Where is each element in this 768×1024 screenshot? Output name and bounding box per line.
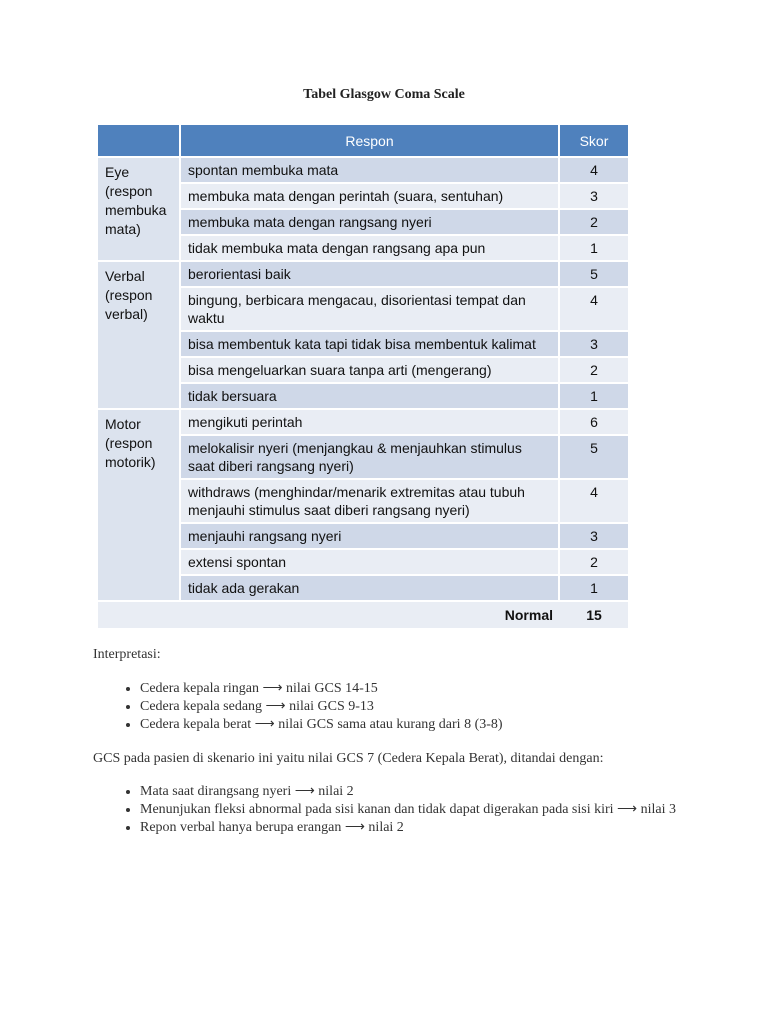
table-header-row: [98, 125, 628, 156]
category-verbal: Verbal (respon verbal): [98, 262, 179, 408]
interpretation-label: Interpretasi:: [93, 647, 161, 662]
score-cell: 4: [560, 288, 628, 330]
response-cell: tidak ada gerakan: [179, 576, 560, 600]
table-row: [98, 410, 628, 434]
list-item: • Mata saat dirangsang nyeri ⟶ nilai 2: [140, 783, 693, 801]
response-cell: tidak bersuara: [179, 384, 560, 408]
header-category: [98, 125, 179, 156]
response-cell: menjauhi rangsang nyeri: [179, 524, 560, 548]
category-eye: Eye (respon membuka mata): [98, 158, 179, 260]
response-cell: bingung, berbicara mengacau, disorientasi tempat dan waktu: [179, 288, 560, 330]
list-item: • Cedera kepala berat ⟶ nilai GCS sama atau kurang dari 8 (3-8): [140, 716, 693, 734]
score-cell: 2: [560, 358, 628, 382]
response-cell: withdraws (menghindar/menarik extremitas atau tubuh menjauhi stimulus saat diberi rangsang nyeri): [179, 480, 560, 522]
category-motor: Motor (respon motorik): [98, 410, 179, 600]
response-cell: spontan membuka mata: [179, 158, 560, 182]
table-row: [98, 158, 628, 182]
score-cell: 3: [560, 332, 628, 356]
score-cell: 2: [560, 210, 628, 234]
header-response: Respon: [179, 125, 560, 156]
score-cell: 1: [560, 384, 628, 408]
total-row: [98, 602, 628, 628]
page-title: Tabel Glasgow Coma Scale: [303, 87, 465, 102]
case-paragraph: GCS pada pasien di skenario ini yaitu nilai GCS 7 (Cedera Kepala Berat), ditandai dengan:: [93, 751, 604, 766]
gcs-table: [98, 123, 628, 630]
response-cell: bisa membentuk kata tapi tidak bisa membentuk kalimat: [179, 332, 560, 356]
response-cell: mengikuti perintah: [179, 410, 560, 434]
response-cell: membuka mata dengan perintah (suara, sentuhan): [179, 184, 560, 208]
score-cell: 4: [560, 158, 628, 182]
score-cell: 1: [560, 576, 628, 600]
response-cell: tidak membuka mata dengan rangsang apa pun: [179, 236, 560, 260]
table-row: [98, 262, 628, 286]
score-cell: 6: [560, 410, 628, 434]
score-cell: 3: [560, 524, 628, 548]
case-list: [93, 783, 693, 837]
response-cell: extensi spontan: [179, 550, 560, 574]
score-cell: 3: [560, 184, 628, 208]
list-item: • Repon verbal hanya berupa erangan ⟶ nilai 2: [140, 819, 693, 837]
interpretation-list: [93, 680, 693, 734]
score-cell: 5: [560, 262, 628, 286]
score-cell: 2: [560, 550, 628, 574]
total-label: Normal: [98, 602, 560, 628]
response-cell: berorientasi baik: [179, 262, 560, 286]
score-cell: 1: [560, 236, 628, 260]
total-value: 15: [560, 602, 628, 628]
response-cell: melokalisir nyeri (menjangkau & menjauhkan stimulus saat diberi rangsang nyeri): [179, 436, 560, 478]
response-cell: membuka mata dengan rangsang nyeri: [179, 210, 560, 234]
list-item: • Cedera kepala sedang ⟶ nilai GCS 9-13: [140, 698, 693, 716]
response-cell: bisa mengeluarkan suara tanpa arti (mengerang): [179, 358, 560, 382]
score-cell: 4: [560, 480, 628, 522]
header-score: Skor: [560, 125, 628, 156]
list-item: • Menunjukan fleksi abnormal pada sisi kanan dan tidak dapat digerakan pada sisi kiri ⟶ nilai 3: [140, 801, 693, 819]
score-cell: 5: [560, 436, 628, 478]
list-item: • Cedera kepala ringan ⟶ nilai GCS 14-15: [140, 680, 693, 698]
